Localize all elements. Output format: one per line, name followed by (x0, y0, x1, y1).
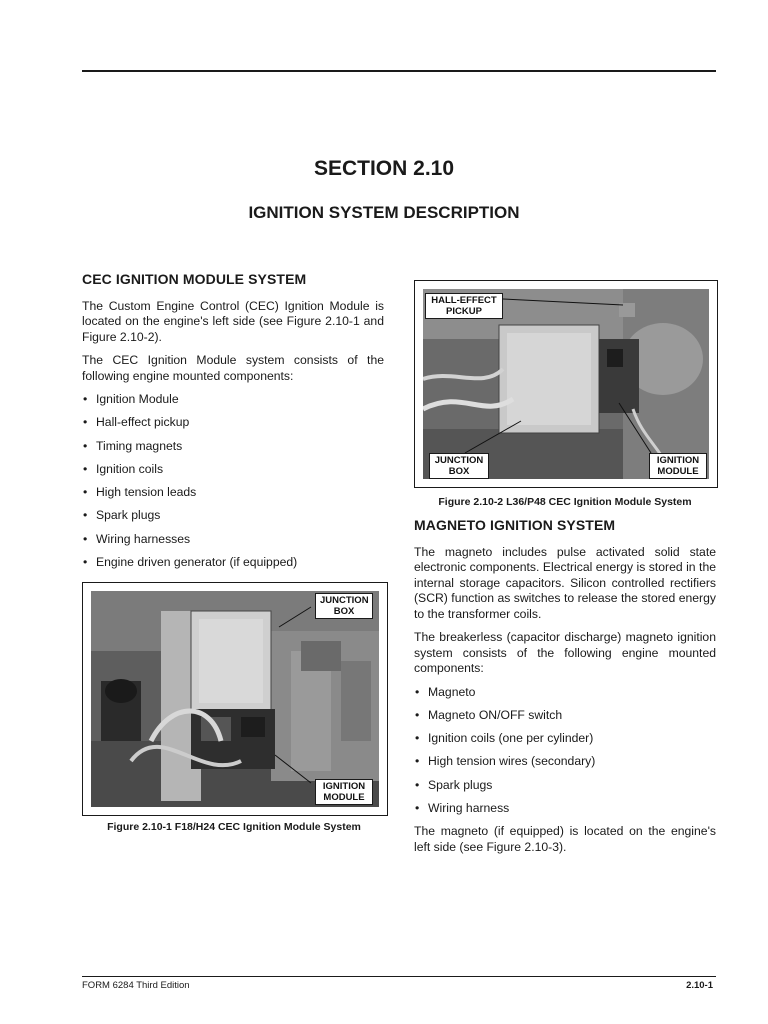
callout-line: BOX (448, 466, 470, 477)
footer-form-number: FORM 6284 Third Edition (82, 980, 190, 991)
list-item: • Hall-effect pickup (82, 415, 384, 431)
list-item: • Ignition Module (82, 392, 384, 408)
cec-heading: CEC IGNITION MODULE SYSTEM (82, 271, 307, 287)
callout-line: JUNCTION (320, 595, 369, 606)
callout-junction-box (315, 593, 373, 619)
list-item: • High tension wires (secondary) (414, 754, 716, 770)
figure-1-photo (91, 591, 379, 807)
callout-hall-effect-pickup (425, 293, 503, 319)
magneto-heading: MAGNETO IGNITION SYSTEM (414, 517, 616, 533)
section-title: SECTION 2.10 (313, 157, 455, 180)
list-item: • Engine driven generator (if equipped) (82, 555, 384, 571)
list-item: • Wiring harness (414, 801, 716, 817)
magneto-paragraph-2: The breakerless (capacitor discharge) magneto ignition system consists of the following engine mounted components: (414, 630, 716, 675)
list-item: • Wiring harnesses (82, 532, 384, 548)
cec-paragraph-1: The Custom Engine Control (CEC) Ignition Module is located on the engine's left side (see Figure 2.10-1 and Figure 2.10-2). (82, 298, 384, 344)
callout-line: HALL-EFFECT (431, 295, 497, 306)
top-rule (82, 70, 716, 72)
list-item: • Magneto (414, 685, 716, 701)
magneto-paragraph-1: The magneto includes pulse activated solid state electronic components. Electrical energy is stored in the internal storage capacitors. Silicon controlled rectifiers (SCR) function as switches to release the stored energy to the transformer coils. (414, 544, 716, 621)
magneto-component-list (414, 685, 716, 817)
callout-line: MODULE (323, 792, 365, 803)
list-item: • High tension leads (82, 485, 384, 501)
figure-2-frame (414, 280, 718, 488)
callout-line: IGNITION (322, 781, 366, 792)
list-item: • Ignition coils (82, 462, 384, 478)
list-item: • Timing magnets (82, 439, 384, 455)
list-item: • Magneto ON/OFF switch (414, 708, 716, 724)
magneto-section (414, 518, 716, 863)
callout-line: MODULE (657, 466, 699, 477)
list-item: • Spark plugs (414, 778, 716, 794)
list-item: • Ignition coils (one per cylinder) (414, 731, 716, 747)
cec-component-list (82, 392, 384, 571)
callout-line: JUNCTION (434, 455, 484, 466)
callout-line: IGNITION (656, 455, 700, 466)
cec-section (82, 272, 384, 578)
bottom-rule (82, 976, 716, 977)
figure-1-frame (82, 582, 388, 816)
section-subtitle: IGNITION SYSTEM DESCRIPTION (248, 203, 520, 222)
cec-paragraph-2: The CEC Ignition Module system consists of the following engine mounted components: (82, 353, 384, 383)
list-item: • Spark plugs (82, 508, 384, 524)
figure-2-caption: Figure 2.10-2 L36/P48 CEC Ignition Module System (438, 496, 692, 508)
callout-junction-box (429, 453, 489, 479)
callout-ignition-module (649, 453, 707, 479)
callout-ignition-module (315, 779, 373, 805)
footer-page-number: 2.10-1 (686, 980, 713, 991)
magneto-paragraph-3: The magneto (if equipped) is located on the engine's left side (see Figure 2.10-3). (414, 824, 716, 854)
callout-line: BOX (333, 606, 355, 617)
figure-1-caption: Figure 2.10-1 F18/H24 CEC Ignition Module System (107, 821, 361, 833)
callout-line: PICKUP (446, 306, 482, 317)
